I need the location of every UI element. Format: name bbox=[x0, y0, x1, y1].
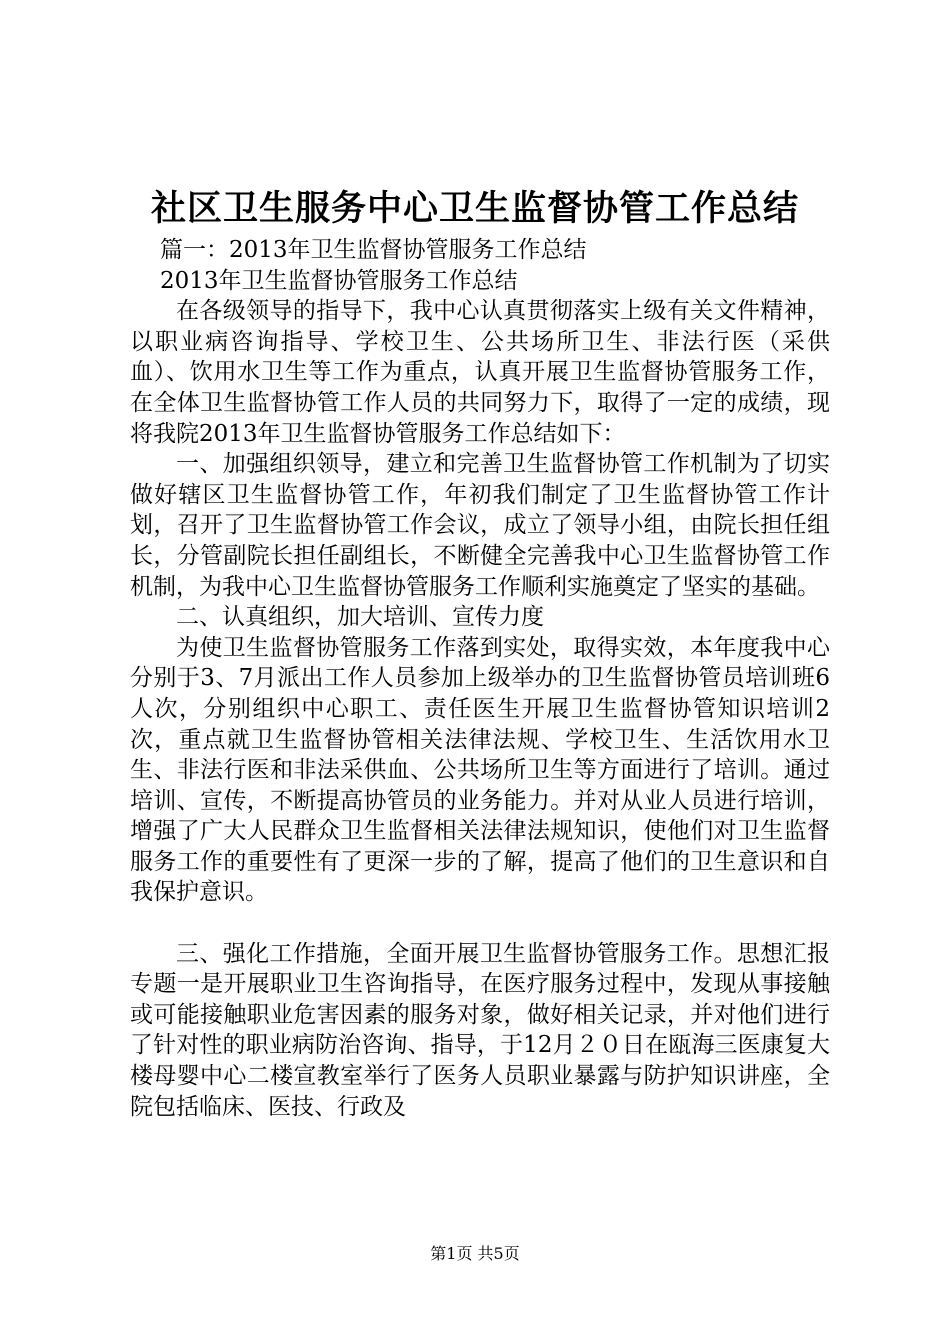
document-title: 社区卫生服务中心卫生监督协管工作总结 bbox=[150, 188, 799, 229]
subtitle: 2013年卫生监督协管服务工作总结 bbox=[160, 267, 518, 294]
section-heading: 篇一：2013年卫生监督协管服务工作总结 bbox=[160, 237, 587, 263]
paragraph-section-1: 一、加强组织领导，建立和完善卫生监督协管工作机制为了切实做好辖区卫生监督协管工作，年初我们制定了卫生监督协管工作计划，召开了卫生监督协管工作会议，成立了领导小组，由院长担任组长，分管副院长担任副组长，不断健全完善我中心卫生监督协管工作机制，为我中心卫生监督协管服务工作顺利实施奠定了坚实的基础。 bbox=[130, 451, 830, 600]
paragraph-intro: 在各级领导的指导下，我中心认真贯彻落实上级有关文件精神，以职业病咨询指导、学校卫生、公共场所卫生、非法行医（采供血）、饮用水卫生等工作为重点，认真开展卫生监督协管服务工作，在全体卫生监督协管工作人员的共同努力下，取得了一定的成绩，现将我院2013年卫生监督协管服务工作总结如下： bbox=[130, 298, 830, 447]
document-body bbox=[130, 235, 830, 1122]
paragraph-training: 为使卫生监督协管服务工作落到实处，取得实效，本年度我中心分别于3、7月派出工作人员参加上级举办的卫生监督协管员培训班6人次，分别组织中心职工、责任医生开展卫生监督协管知识培训2次，重点就卫生监督协管相关法律法规、学校卫生、生活饮用水卫生、非法行医和非法采供血、公共场所卫生等方面进行了培训。通过培训、宣传，不断提高协管员的业务能力。并对从业人员进行培训，增强了广大人民群众卫生监督相关法律法规知识，使他们对卫生监督服务工作的重要性有了更深一步的了解，提高了他们的卫生意识和自我保护意识。 bbox=[130, 634, 830, 906]
paragraph-section-3: 三、强化工作措施，全面开展卫生监督协管服务工作。思想汇报专题一是开展职业卫生咨询指导，在医疗服务过程中，发现从事接触或可能接触职业危害因素的服务对象，做好相关记录，并对他们进行了针对性的职业病防治咨询、指导，于12月２０日在瓯海三医康复大楼母婴中心二楼宣教室举行了医务人员职业暴露与防护知识讲座，全院包括临床、医技、行政及 bbox=[130, 940, 830, 1120]
section-heading-2: 二、认真组织，加大培训、宣传力度 bbox=[176, 604, 544, 631]
paragraph-gap bbox=[130, 908, 830, 939]
page-number: 第1页 共5页 bbox=[430, 1244, 520, 1263]
